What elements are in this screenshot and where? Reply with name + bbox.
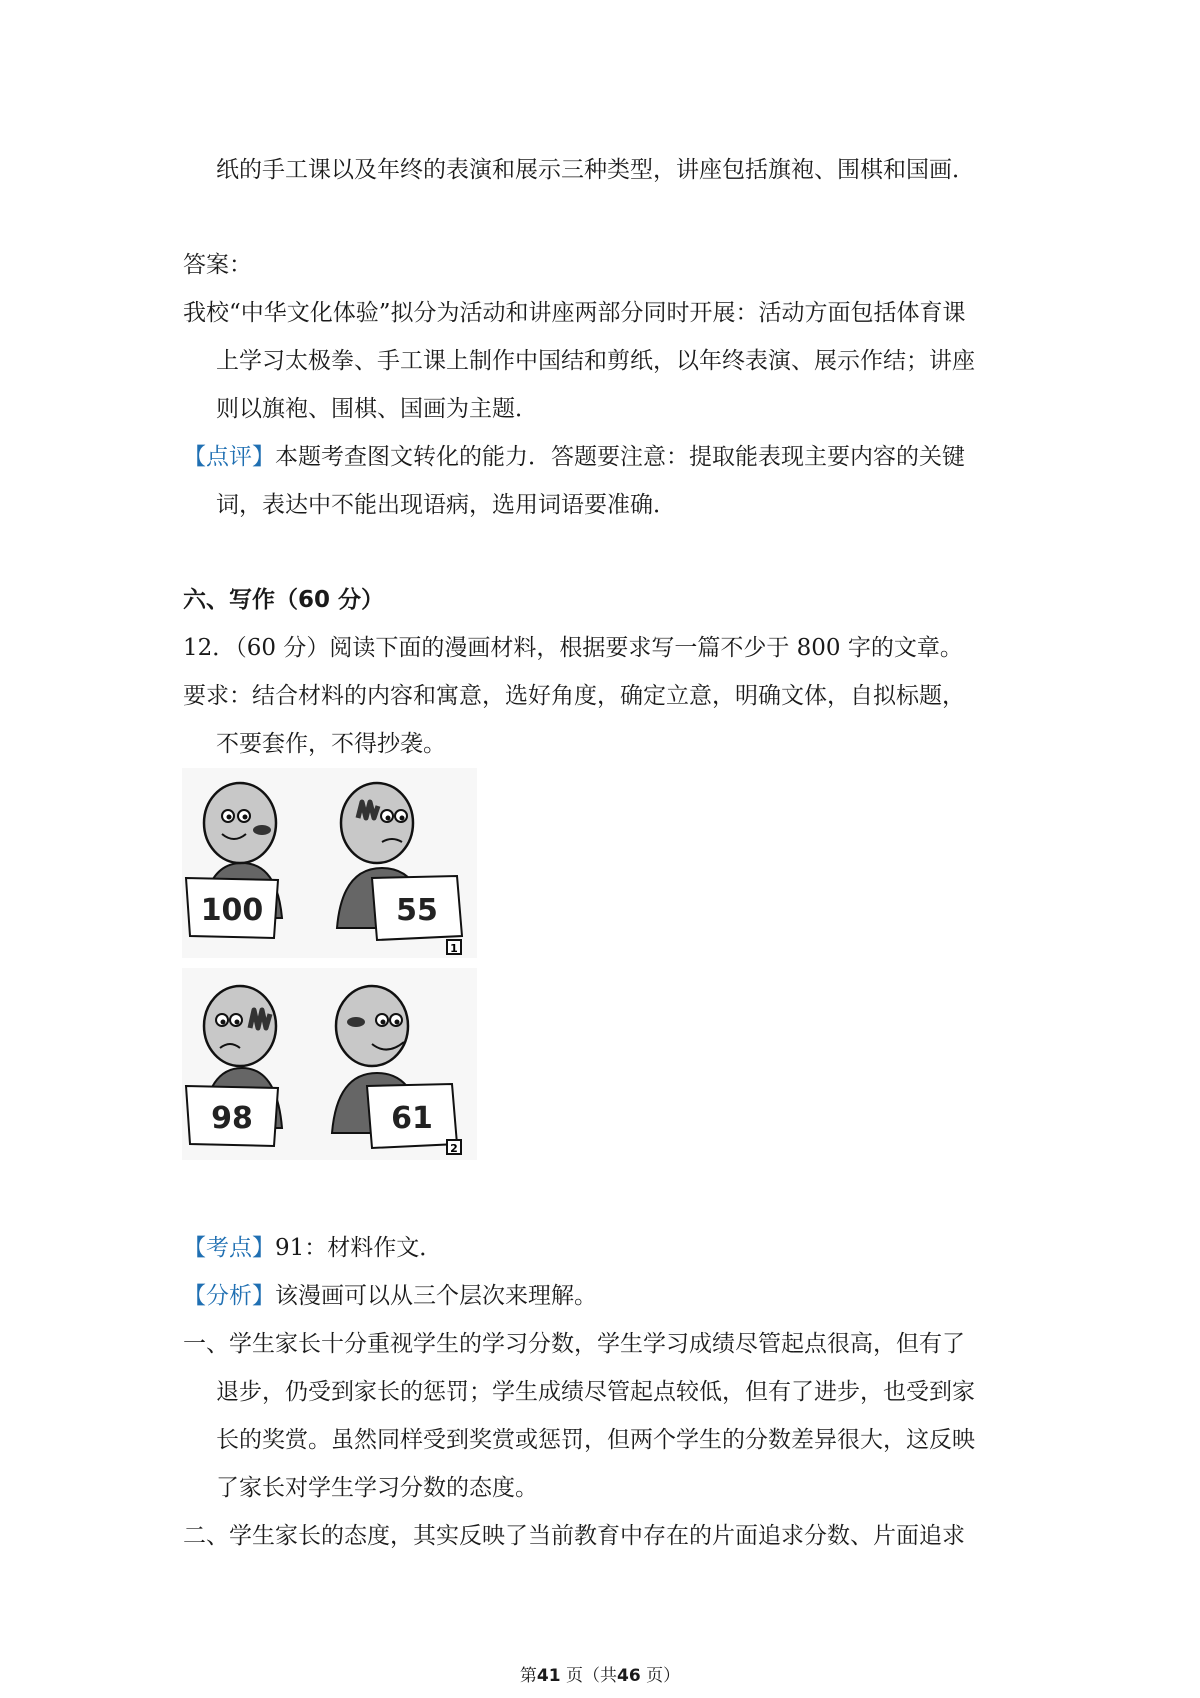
page-footer [0, 1665, 1200, 1687]
panel-number: 2 [450, 1142, 458, 1155]
score-label: 100 [200, 893, 264, 928]
footer-prefix: 第 [519, 1666, 537, 1686]
answer-line: 则以旗袍、围棋、国画为主题． [216, 396, 538, 422]
analysis-paragraph-line: 二、学生家长的态度，其实反映了当前教育中存在的片面追求分数、片面追求 [183, 1523, 965, 1549]
section-title: 六、写作（60 分） [183, 587, 385, 613]
footer-middle: 页（共 [566, 1666, 617, 1686]
score-label: 98 [211, 1101, 253, 1136]
requirement-line: 不要套作，不得抄袭。 [216, 731, 446, 757]
page-number: 41 [536, 1666, 561, 1686]
analysis-paragraph-line: 退步，仍受到家长的惩罚；学生成绩尽管起点较低，但有了进步，也受到家 [216, 1379, 975, 1405]
review-line [183, 441, 965, 473]
analysis-text: 该漫画可以从三个层次来理解。 [275, 1283, 597, 1309]
analysis-line [183, 1280, 597, 1312]
score-label: 61 [391, 1101, 433, 1136]
analysis-tag: 【分析】 [183, 1283, 275, 1309]
text-line: 纸的手工课以及年终的表演和展示三种类型，讲座包括旗袍、围棋和国画． [216, 157, 975, 183]
answer-label: 答案： [183, 252, 252, 278]
review-line: 词，表达中不能出现语病，选用词语要准确． [216, 492, 676, 518]
comic-illustration [182, 768, 477, 1160]
requirement-line: 要求：结合材料的内容和寓意，选好角度，确定立意，明确文体，自拟标题， [183, 683, 965, 709]
answer-line: 上学习太极拳、手工课上制作中国结和剪纸，以年终表演、展示作结；讲座 [216, 348, 975, 374]
answer-line: 我校“中华文化体验”拟分为活动和讲座两部分同时开展：活动方面包括体育课 [183, 300, 966, 326]
analysis-paragraph-line: 长的奖赏。虽然同样受到奖赏或惩罚，但两个学生的分数差异很大，这反映 [216, 1427, 975, 1453]
comic-panel-2 [182, 968, 477, 1160]
analysis-paragraph-line: 了家长对学生学习分数的态度。 [216, 1475, 538, 1501]
review-text: 本题考查图文转化的能力．答题要注意：提取能表现主要内容的关键 [275, 444, 965, 470]
review-tag: 【点评】 [183, 444, 275, 470]
footer-suffix: 页） [646, 1666, 681, 1686]
question-line: 12．（60 分）阅读下面的漫画材料，根据要求写一篇不少于 800 字的文章。 [183, 635, 963, 661]
panel-number: 1 [450, 942, 458, 955]
analysis-paragraph-line: 一、学生家长十分重视学生的学习分数，学生学习成绩尽管起点很高，但有了 [183, 1331, 965, 1357]
point-text: 91：材料作文． [275, 1235, 443, 1261]
score-label: 55 [396, 893, 438, 928]
point-line [183, 1232, 442, 1264]
page-total: 46 [617, 1666, 641, 1686]
comic-panel-1 [182, 768, 477, 958]
point-tag: 【考点】 [183, 1235, 275, 1261]
